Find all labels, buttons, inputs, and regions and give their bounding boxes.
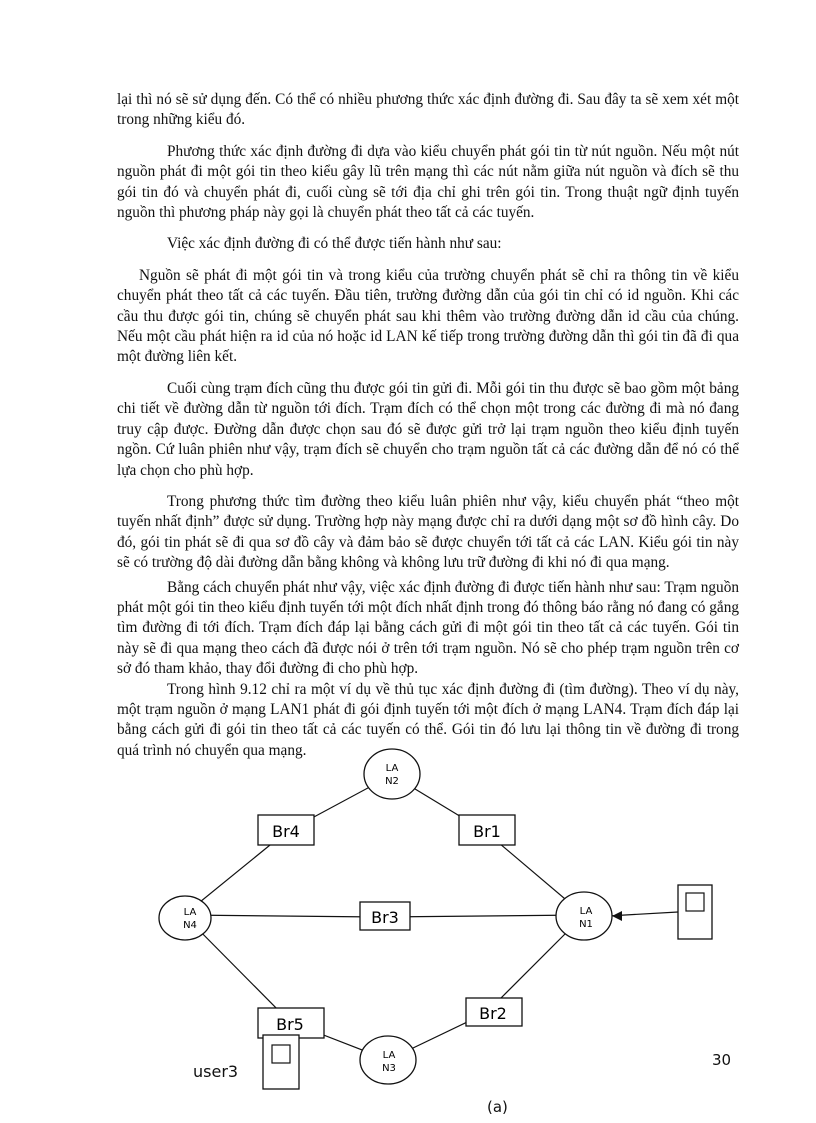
bridge-br5	[258, 1008, 324, 1038]
lan-node	[360, 1036, 416, 1084]
lan-label-line2: N1	[579, 919, 593, 930]
lan-label-line2: N2	[385, 776, 399, 787]
paragraph: Nguồn sẽ phát đi một gói tin và trong kiểu của trường chuyển phát sẽ chỉ ra thông tin về kiểu chuyển phát theo tất cả các tuyến. Đầu tiên, trường đường dẫn của gói tin chỉ có id nguồn. Khi các cầu thu được gói tin, chúng sẽ chuyển phát sau khi thêm vào trường đường dẫn id cầu của chúng. Nếu một cầu phát hiện ra id của nó hoặc id LAN kế tiếp trong trường đường dẫn thì gói tin đã đi qua một đường liên kết.	[117, 266, 739, 366]
lan-label-line2: N3	[382, 1063, 396, 1074]
bridge-br1	[459, 815, 515, 845]
bridge-label: Br3	[371, 908, 399, 927]
paragraph: lại thì nó sẽ sử dụng đến. Có thể có nhiều phương thức xác định đường đi. Sau đây ta sẽ xem xét một trong những kiểu đó.	[117, 91, 739, 129]
paragraph: Phương thức xác định đường đi dựa vào kiểu chuyển phát gói tin từ nút nguồn. Nếu một nút nguồn phát đi một gói tin theo kiểu gây lũ trên mạng thì các nút nằm giữa nút nguồn và đích sẽ thu gói tin đó và chuyển phát đi, cuối cùng sẽ tới địa chỉ ghi trên gói tin. Trong thuật ngữ định tuyến nguồn thì phương pháp này gọi là chuyển phát theo tất cả các tuyến.	[117, 142, 739, 222]
figure-caption: (a)	[487, 1098, 508, 1116]
lan-label-line2: N4	[183, 920, 197, 931]
lan-node	[364, 749, 420, 799]
paragraph: Trong phương thức tìm đường theo kiểu luân phiên như vậy, kiểu chuyển phát “theo một tuyến nhất định” được sử dụng. Trường hợp này mạng được chỉ ra dưới dạng một sơ đồ hình cây. Do đó, gói tin phát sẽ đi qua sơ đồ cây và đảm bảo sẽ được chuyển tới tất cả các LAN. Kiểu gói tin này sẽ có trường độ dài đường dẫn bằng không và không lưu trữ đường đi khi nó đi qua mạng.	[117, 492, 739, 572]
host-computer-icon	[263, 1035, 299, 1089]
user-label: user3	[193, 1062, 239, 1081]
bridge-label: Br2	[479, 1004, 507, 1023]
paragraph: Việc xác định đường đi có thể được tiến hành như sau:	[167, 235, 502, 253]
paragraph: Cuối cùng trạm đích cũng thu được gói tin gửi đi. Mỗi gói tin thu được sẽ bao gồm một bảng chi tiết về đường dẫn từ nguồn tới đích. Trạm đích có thể chọn một trong các đường đi mà nó đang truy cập được. Đường dẫn được chọn sau đó sẽ được gửi trở lại trạm nguồn theo kiểu định tuyến ngồn. Cứ luân phiên như vậy, trạm đích sẽ chuyển cho trạm nguồn tất cả các đường dẫn để nó có thể lựa chọn cho phù hợp.	[117, 379, 739, 479]
lan-node	[159, 896, 211, 940]
link-lan4-br3	[184, 915, 380, 917]
bridge-label: Br4	[272, 822, 300, 841]
host-computer-icon	[678, 885, 712, 939]
arrow-head	[612, 911, 622, 921]
lan-label-line1: LA	[385, 763, 399, 774]
bridge-br2	[466, 998, 522, 1026]
lan-label-line1: LA	[579, 906, 593, 917]
page-number: 30	[712, 1051, 732, 1069]
bridge-br3	[360, 902, 410, 930]
bridge-br4	[258, 815, 314, 845]
bridge-label: Br5	[276, 1015, 304, 1034]
bridge-label: Br1	[473, 822, 501, 841]
paragraph: Bằng cách chuyển phát như vậy, việc xác định đường đi được tiến hành như sau: Trạm nguồn phát một gói tin theo kiểu định tuyến tới một đích nhất định trong đó thông báo rằng nó đang có gắng tìm đường đi tới đích. Trạm đích đáp lại bằng cách gửi đi một gói tin theo tất cả các tuyến. Gói tin này sẽ đi qua mạng theo cách đã được nói ở trên tới trạm nguồn. Nó sẽ cho phép trạm nguồn trên cơ sở đó tham khảo, thay đổi đường đi cho phù hợp.	[117, 578, 739, 678]
lan-label-line1: LA	[183, 907, 197, 918]
paragraph: Trong hình 9.12 chỉ ra một ví dụ về thủ tục xác định đường đi (tìm đường). Theo ví dụ này, một trạm nguồn ở mạng LAN1 phát đi gói định tuyến tới một đích ở mạng LAN4. Trạm đích đáp lại bằng cách gửi đi gói tin theo tất cả các tuyến có thể. Gói tin đó lưu lại thông tin về đường đi trong quá trình nó chuyển qua mạng.	[117, 680, 739, 759]
lan-label-line1: LA	[382, 1050, 396, 1061]
lan-node	[556, 892, 612, 940]
